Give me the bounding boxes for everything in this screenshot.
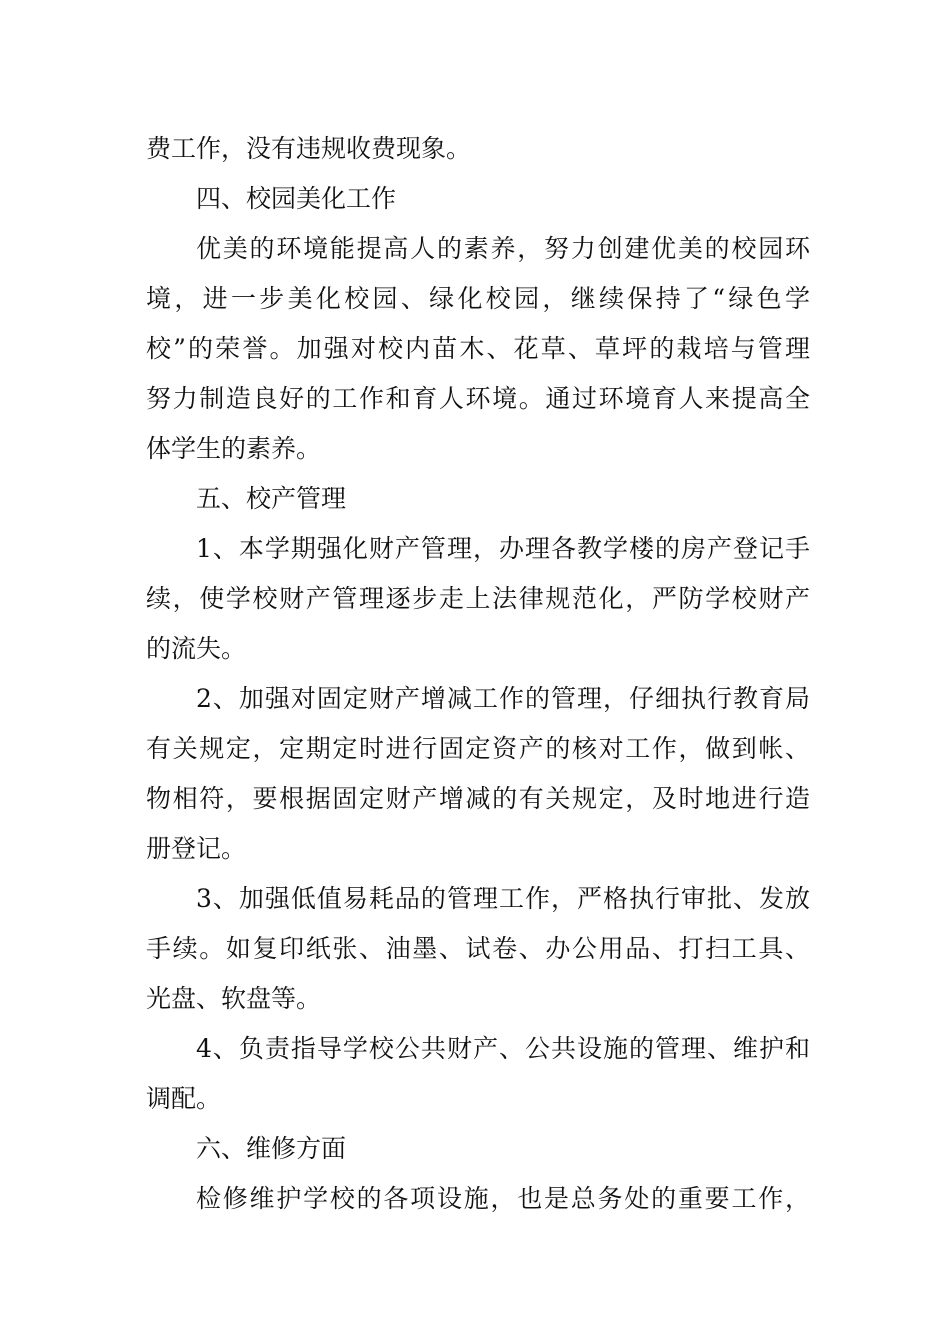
- text-line: 3、加强低值易耗品的管理工作，严格执行审批、发放: [196, 884, 810, 913]
- text-line: 续，使学校财产管理逐步走上法律规范化，严防学校财产: [146, 584, 810, 613]
- section-heading-campus-beautification: 四、校园美化工作: [196, 184, 397, 213]
- section-heading-maintenance: 六、维修方面: [196, 1134, 347, 1163]
- text-line: 手续。如复印纸张、油墨、试卷、办公用品、打扫工具、: [146, 934, 810, 963]
- text-line: 物相符，要根据固定财产增减的有关规定，及时地进行造: [146, 784, 810, 813]
- text-line: 费工作，没有违规收费现象。: [146, 134, 472, 163]
- section-heading-school-property: 五、校产管理: [196, 484, 347, 513]
- text-line: 的流失。: [146, 634, 247, 663]
- text-line: 光盘、软盘等。: [146, 984, 322, 1013]
- text-line: 1、本学期强化财产管理，办理各教学楼的房产登记手: [196, 534, 810, 563]
- text-line: 2、加强对固定财产增减工作的管理，仔细执行教育局: [196, 684, 810, 713]
- text-line: 优美的环境能提高人的素养，努力创建优美的校园环: [196, 234, 810, 263]
- text-line: 努力制造良好的工作和育人环境。通过环境育人来提高全: [146, 384, 810, 413]
- text-line: 境，进一步美化校园、绿化校园，继续保持了“绿色学: [146, 284, 810, 313]
- text-line: 校”的荣誉。加强对校内苗木、花草、草坪的栽培与管理: [146, 334, 810, 363]
- text-line: 4、负责指导学校公共财产、公共设施的管理、维护和: [196, 1034, 810, 1063]
- text-line: 册登记。: [146, 834, 247, 863]
- text-line: 有关规定，定期定时进行固定资产的核对工作，做到帐、: [146, 734, 810, 763]
- text-line: 检修维护学校的各项设施，也是总务处的重要工作，: [196, 1184, 810, 1213]
- text-line: 体学生的素养。: [146, 434, 322, 463]
- document-body: [146, 124, 810, 1224]
- text-line: 调配。: [146, 1084, 222, 1113]
